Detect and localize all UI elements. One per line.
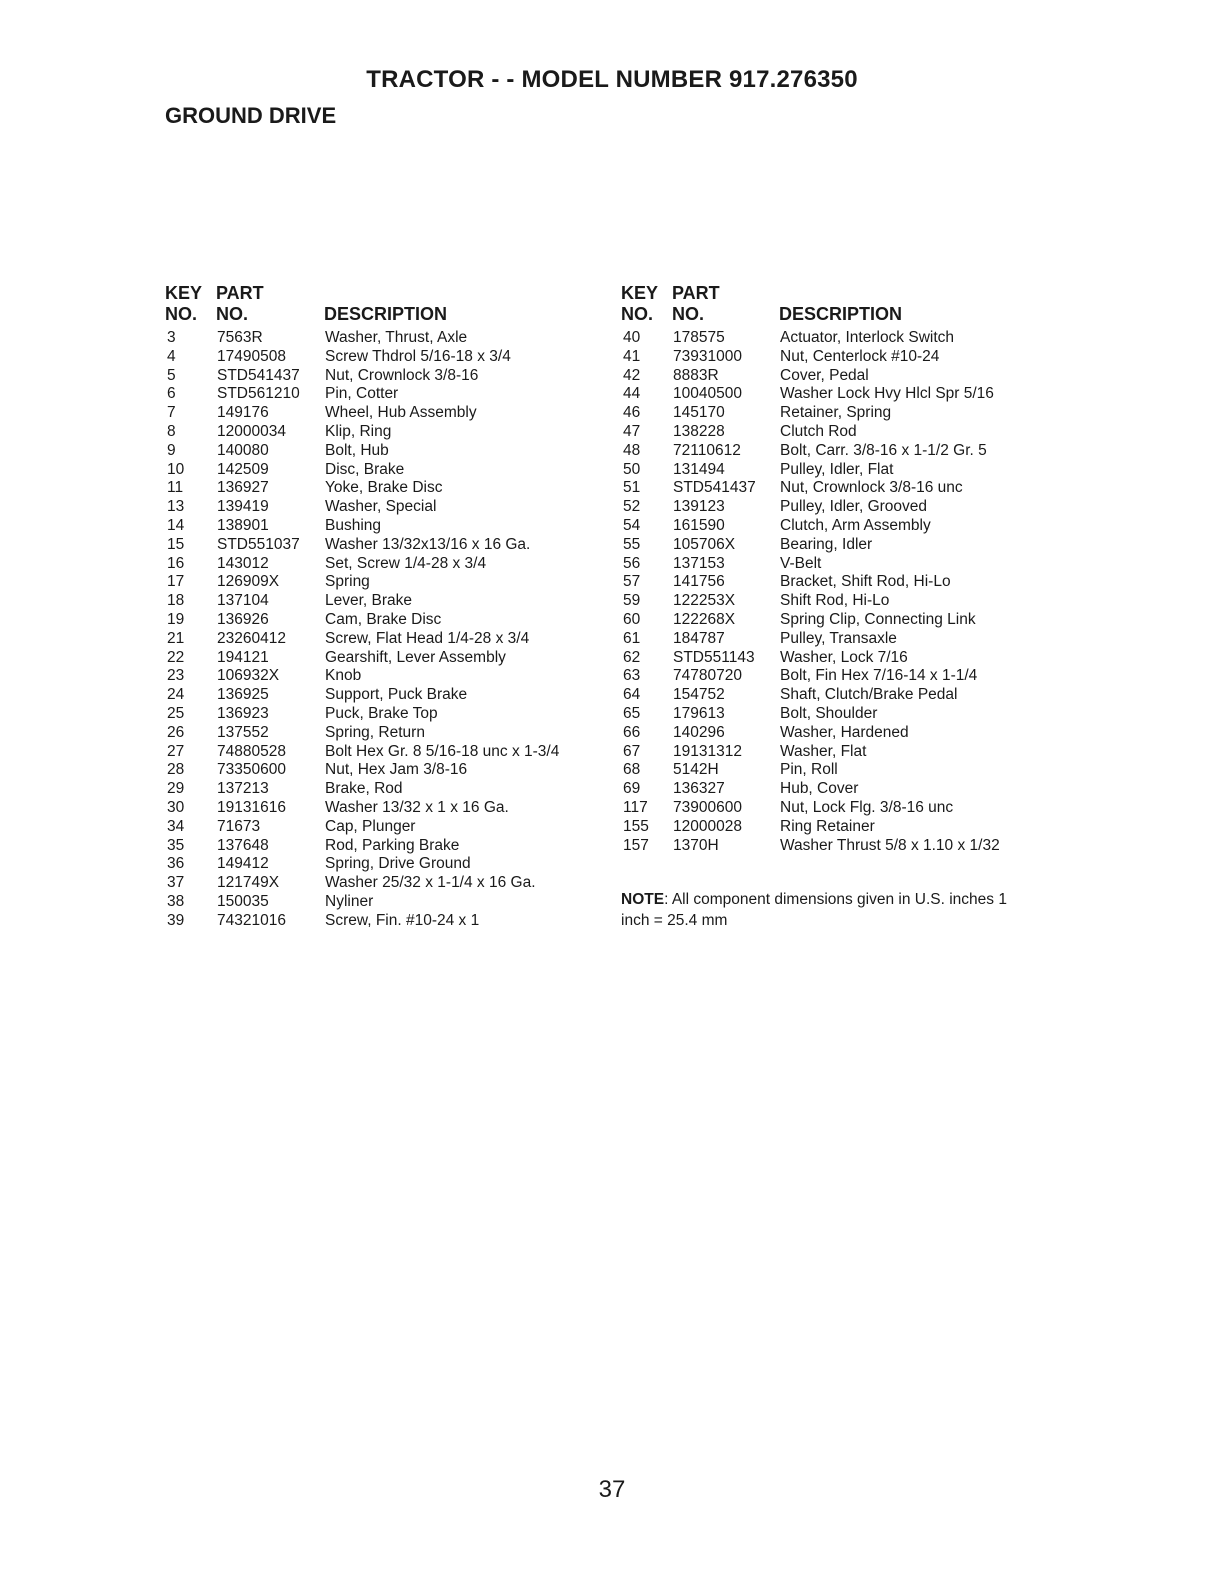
key-number: 47: [623, 422, 641, 440]
part-description: Washer, Lock 7/16: [780, 648, 908, 666]
table-row: [621, 686, 1051, 705]
key-number: 24: [167, 686, 185, 704]
dimension-note: [621, 889, 1021, 931]
part-description: Bracket, Shift Rod, Hi-Lo: [780, 573, 951, 591]
part-description: Screw Thdrol 5/16-18 x 3/4: [325, 347, 511, 365]
part-description: Washer Thrust 5/8 x 1.10 x 1/32: [780, 836, 1000, 854]
table-row: [165, 442, 605, 461]
table-row: [165, 837, 605, 856]
table-row: [621, 630, 1051, 649]
key-number: 48: [623, 441, 641, 459]
table-row: [165, 367, 605, 386]
key-number: 28: [167, 761, 185, 779]
key-number: 44: [623, 385, 641, 403]
table-row: [621, 517, 1051, 536]
part-description: Spring Clip, Connecting Link: [780, 610, 976, 628]
part-number: 141756: [673, 573, 725, 591]
key-number: 63: [623, 667, 641, 685]
table-row: [165, 649, 605, 668]
table-row: [165, 780, 605, 799]
part-number: 12000034: [217, 422, 286, 440]
part-description: Set, Screw 1/4-28 x 3/4: [325, 554, 487, 572]
key-number: 8: [167, 422, 176, 440]
key-number: 18: [167, 592, 185, 610]
part-number: 145170: [673, 404, 725, 422]
part-number: 8883R: [673, 366, 719, 384]
key-number: 157: [623, 836, 649, 854]
key-number: 19: [167, 610, 185, 628]
table-header: [165, 283, 605, 329]
key-number: 155: [623, 817, 649, 835]
table-row: [165, 348, 605, 367]
key-number: 40: [623, 329, 641, 346]
table-row: [165, 799, 605, 818]
table-row: [165, 517, 605, 536]
table-row: [165, 893, 605, 912]
key-number: 62: [623, 648, 641, 666]
part-number: 136927: [217, 479, 269, 497]
part-description: Support, Puck Brake: [325, 686, 468, 704]
table-row: [165, 761, 605, 780]
table-row: [165, 329, 605, 348]
key-number: 66: [623, 723, 641, 741]
table-row: [165, 573, 605, 592]
part-description: Bearing, Idler: [780, 535, 873, 553]
header-part-no: NO.: [216, 304, 249, 324]
part-number: 140080: [217, 441, 269, 459]
part-number: 121749X: [217, 874, 280, 892]
key-number: 29: [167, 780, 185, 798]
part-number: STD541437: [673, 479, 756, 497]
part-description: Actuator, Interlock Switch: [780, 329, 955, 346]
part-description: Pin, Cotter: [325, 385, 399, 403]
part-description: Washer, Flat: [780, 742, 867, 760]
part-number: 12000028: [673, 817, 742, 835]
part-description: Screw, Fin. #10-24 x 1: [325, 911, 480, 929]
part-number: 106932X: [217, 667, 280, 685]
part-number: STD541437: [217, 366, 300, 384]
part-number: 122253X: [673, 592, 736, 610]
part-number: STD551143: [673, 648, 755, 666]
table-row: [165, 461, 605, 480]
part-description: Shift Rod, Hi-Lo: [780, 592, 890, 610]
table-row: [165, 592, 605, 611]
table-row: [165, 423, 605, 442]
part-number: 194121: [217, 648, 269, 666]
key-number: 55: [623, 535, 641, 553]
part-number: 19131616: [217, 798, 286, 816]
table-row: [165, 724, 605, 743]
note-text: : All component dimensions given in U.S. inches 1 inch = 25.4 mm: [621, 891, 1007, 929]
part-number: STD551037: [217, 535, 300, 553]
key-number: 46: [623, 404, 641, 422]
part-number: 178575: [673, 329, 725, 346]
table-row: [165, 611, 605, 630]
part-description: Lever, Brake: [325, 592, 413, 610]
table-row: [165, 743, 605, 762]
table-row: [165, 555, 605, 574]
header-key: KEY: [621, 283, 659, 303]
table-row: [165, 536, 605, 555]
table-row: [621, 743, 1051, 762]
parts-table-left: [165, 283, 605, 931]
key-number: 25: [167, 704, 185, 722]
part-number: 137213: [217, 780, 269, 798]
part-description: Bolt, Fin Hex 7/16-14 x 1-1/4: [780, 667, 978, 685]
key-number: 51: [623, 479, 641, 497]
part-number: 139419: [217, 498, 269, 516]
table-row: [621, 536, 1051, 555]
part-description: Washer, Thrust, Axle: [325, 329, 468, 346]
key-number: 14: [167, 516, 185, 534]
table-row: [621, 461, 1051, 480]
part-number: 179613: [673, 704, 725, 722]
key-number: 27: [167, 742, 185, 760]
part-description: Nut, Hex Jam 3/8-16: [325, 761, 468, 779]
table-row: [621, 404, 1051, 423]
part-description: Gearshift, Lever Assembly: [325, 648, 506, 666]
table-row: [621, 724, 1051, 743]
table-row: [621, 442, 1051, 461]
table-row: [165, 705, 605, 724]
part-description: Retainer, Spring: [780, 404, 892, 422]
table-row: [621, 573, 1051, 592]
key-number: 23: [167, 667, 185, 685]
part-number: 139123: [673, 498, 725, 516]
part-number: 137552: [217, 723, 269, 741]
part-description: Bolt, Shoulder: [780, 704, 878, 722]
key-number: 36: [167, 855, 185, 873]
part-description: Cam, Brake Disc: [325, 610, 442, 628]
part-number: 161590: [673, 516, 725, 534]
table-row: [621, 667, 1051, 686]
part-description: Bolt Hex Gr. 8 5/16-18 unc x 1-3/4: [325, 742, 560, 760]
table-header: [621, 283, 1051, 329]
key-number: 56: [623, 554, 641, 572]
part-description: Clutch Rod: [780, 422, 857, 440]
part-number: 137153: [673, 554, 725, 572]
table-row: [165, 630, 605, 649]
key-number: 5: [167, 366, 176, 384]
page-title: TRACTOR - - MODEL NUMBER 917.276350: [366, 66, 858, 93]
table-body: [165, 329, 605, 931]
table-row: [621, 761, 1051, 780]
part-number: 5142H: [673, 761, 719, 779]
part-number: 142509: [217, 460, 269, 478]
table-row: [621, 649, 1051, 668]
table-row: [621, 780, 1051, 799]
part-number: 72110612: [673, 441, 741, 459]
table-body: [621, 329, 1051, 855]
key-number: 50: [623, 460, 641, 478]
key-number: 16: [167, 554, 185, 572]
part-description: Cover, Pedal: [780, 366, 869, 384]
part-description: Cap, Plunger: [325, 817, 416, 835]
part-number: 154752: [673, 686, 725, 704]
note-label: NOTE: [621, 891, 665, 908]
part-number: 137104: [217, 592, 269, 610]
part-number: 150035: [217, 892, 269, 910]
table-row: [621, 423, 1051, 442]
table-row: [621, 479, 1051, 498]
part-description: Washer Lock Hvy Hlcl Spr 5/16: [780, 385, 994, 403]
table-row: [165, 818, 605, 837]
part-description: Bushing: [325, 516, 382, 534]
header-key: KEY: [165, 283, 203, 303]
key-number: 6: [167, 385, 176, 403]
key-number: 61: [623, 629, 641, 647]
key-number: 7: [167, 404, 176, 422]
part-description: Hub, Cover: [780, 780, 859, 798]
table-row: [621, 329, 1051, 348]
part-number: 73350600: [217, 761, 286, 779]
part-description: Pulley, Idler, Flat: [780, 460, 894, 478]
key-number: 57: [623, 573, 641, 591]
key-number: 59: [623, 592, 641, 610]
table-row: [621, 348, 1051, 367]
table-row: [621, 611, 1051, 630]
key-number: 42: [623, 366, 641, 384]
part-number: 10040500: [673, 385, 742, 403]
key-number: 64: [623, 686, 641, 704]
key-number: 22: [167, 648, 185, 666]
key-number: 69: [623, 780, 641, 798]
key-number: 34: [167, 817, 185, 835]
part-number: 126909X: [217, 573, 280, 591]
header-description: DESCRIPTION: [324, 304, 448, 324]
part-number: 74321016: [217, 911, 286, 929]
table-row: [621, 385, 1051, 404]
part-number: 19131312: [673, 742, 742, 760]
table-row: [165, 874, 605, 893]
part-description: Pulley, Transaxle: [780, 629, 897, 647]
part-number: 23260412: [217, 629, 286, 647]
part-number: 1370H: [673, 836, 719, 854]
section-title: GROUND DRIVE: [165, 103, 337, 128]
table-row: [165, 479, 605, 498]
key-number: 9: [167, 441, 176, 459]
table-row: [165, 404, 605, 423]
part-number: 73900600: [673, 798, 742, 816]
key-number: 65: [623, 704, 641, 722]
key-number: 21: [167, 629, 185, 647]
table-row: [621, 818, 1051, 837]
key-number: 41: [623, 347, 641, 365]
part-description: Knob: [325, 667, 362, 685]
table-row: [621, 837, 1051, 856]
part-number: 74780720: [673, 667, 742, 685]
part-description: Nyliner: [325, 892, 374, 910]
part-description: Brake, Rod: [325, 780, 403, 798]
part-description: Ring Retainer: [780, 817, 875, 835]
table-row: [165, 855, 605, 874]
header-part: PART: [672, 283, 720, 303]
part-number: 138228: [673, 422, 725, 440]
key-number: 11: [167, 479, 184, 497]
part-description: Nut, Crownlock 3/8-16 unc: [780, 479, 963, 497]
key-number: 54: [623, 516, 641, 534]
part-description: Pulley, Idler, Grooved: [780, 498, 928, 516]
table-row: [165, 912, 605, 931]
parts-table-right: [621, 283, 1051, 855]
part-description: Pin, Roll: [780, 761, 838, 779]
part-number: 149412: [217, 855, 269, 873]
part-number: 143012: [217, 554, 269, 572]
table-row: [621, 367, 1051, 386]
part-description: Bolt, Carr. 3/8-16 x 1-1/2 Gr. 5: [780, 441, 987, 459]
part-description: Yoke, Brake Disc: [325, 479, 443, 497]
part-description: Klip, Ring: [325, 422, 392, 440]
table-row: [621, 705, 1051, 724]
key-number: 15: [167, 535, 185, 553]
part-description: Puck, Brake Top: [325, 704, 438, 722]
part-number: 136923: [217, 704, 269, 722]
table-row: [165, 667, 605, 686]
part-number: 71673: [217, 817, 261, 835]
table-row: [621, 498, 1051, 517]
part-description: Washer, Special: [325, 498, 437, 516]
part-number: 131494: [673, 460, 725, 478]
key-number: 39: [167, 911, 185, 929]
key-number: 30: [167, 798, 185, 816]
table-row: [165, 686, 605, 705]
part-description: Nut, Lock Flg. 3/8-16 unc: [780, 798, 954, 816]
part-description: Spring, Return: [325, 723, 425, 741]
part-description: Disc, Brake: [325, 460, 405, 478]
header-key-no: NO.: [621, 304, 654, 324]
key-number: 10: [167, 460, 185, 478]
part-description: Rod, Parking Brake: [325, 836, 460, 854]
part-number: 137648: [217, 836, 269, 854]
header-part: PART: [216, 283, 264, 303]
part-number: 136925: [217, 686, 269, 704]
page-number: 37: [598, 1476, 626, 1503]
header-part-no: NO.: [672, 304, 705, 324]
table-row: [621, 555, 1051, 574]
part-description: Washer 13/32 x 1 x 16 Ga.: [325, 798, 509, 816]
table-row: [621, 592, 1051, 611]
part-number: 74880528: [217, 742, 286, 760]
part-description: Washer 13/32x13/16 x 16 Ga.: [325, 535, 531, 553]
part-description: Washer 25/32 x 1-1/4 x 16 Ga.: [325, 874, 536, 892]
key-number: 4: [167, 347, 176, 365]
key-number: 52: [623, 498, 641, 516]
key-number: 68: [623, 761, 641, 779]
header-description: DESCRIPTION: [779, 304, 903, 324]
part-number: 140296: [673, 723, 725, 741]
table-row: [165, 498, 605, 517]
part-number: 184787: [673, 629, 725, 647]
key-number: 26: [167, 723, 185, 741]
part-number: 138901: [217, 516, 269, 534]
part-description: Nut, Centerlock #10-24: [780, 347, 940, 365]
part-number: 105706X: [673, 535, 736, 553]
part-number: 73931000: [673, 347, 742, 365]
part-description: Nut, Crownlock 3/8-16: [325, 366, 479, 384]
key-number: 117: [623, 798, 648, 816]
part-description: Wheel, Hub Assembly: [325, 404, 477, 422]
part-number: 136327: [673, 780, 725, 798]
table-row: [621, 799, 1051, 818]
part-description: Washer, Hardened: [780, 723, 909, 741]
part-description: Screw, Flat Head 1/4-28 x 3/4: [325, 629, 530, 647]
header-key-no: NO.: [165, 304, 198, 324]
part-description: Clutch, Arm Assembly: [780, 516, 931, 534]
part-number: 7563R: [217, 329, 263, 346]
key-number: 3: [167, 329, 176, 346]
part-description: Shaft, Clutch/Brake Pedal: [780, 686, 958, 704]
part-number: 149176: [217, 404, 269, 422]
part-number: STD561210: [217, 385, 300, 403]
key-number: 13: [167, 498, 185, 516]
key-number: 38: [167, 892, 185, 910]
key-number: 37: [167, 874, 185, 892]
key-number: 35: [167, 836, 185, 854]
part-description: V-Belt: [780, 554, 822, 572]
table-row: [165, 385, 605, 404]
key-number: 17: [167, 573, 185, 591]
part-description: Spring, Drive Ground: [325, 855, 471, 873]
part-description: Bolt, Hub: [325, 441, 389, 459]
key-number: 60: [623, 610, 641, 628]
part-number: 136926: [217, 610, 269, 628]
part-number: 17490508: [217, 347, 286, 365]
part-number: 122268X: [673, 610, 736, 628]
part-description: Spring: [325, 573, 370, 591]
key-number: 67: [623, 742, 641, 760]
